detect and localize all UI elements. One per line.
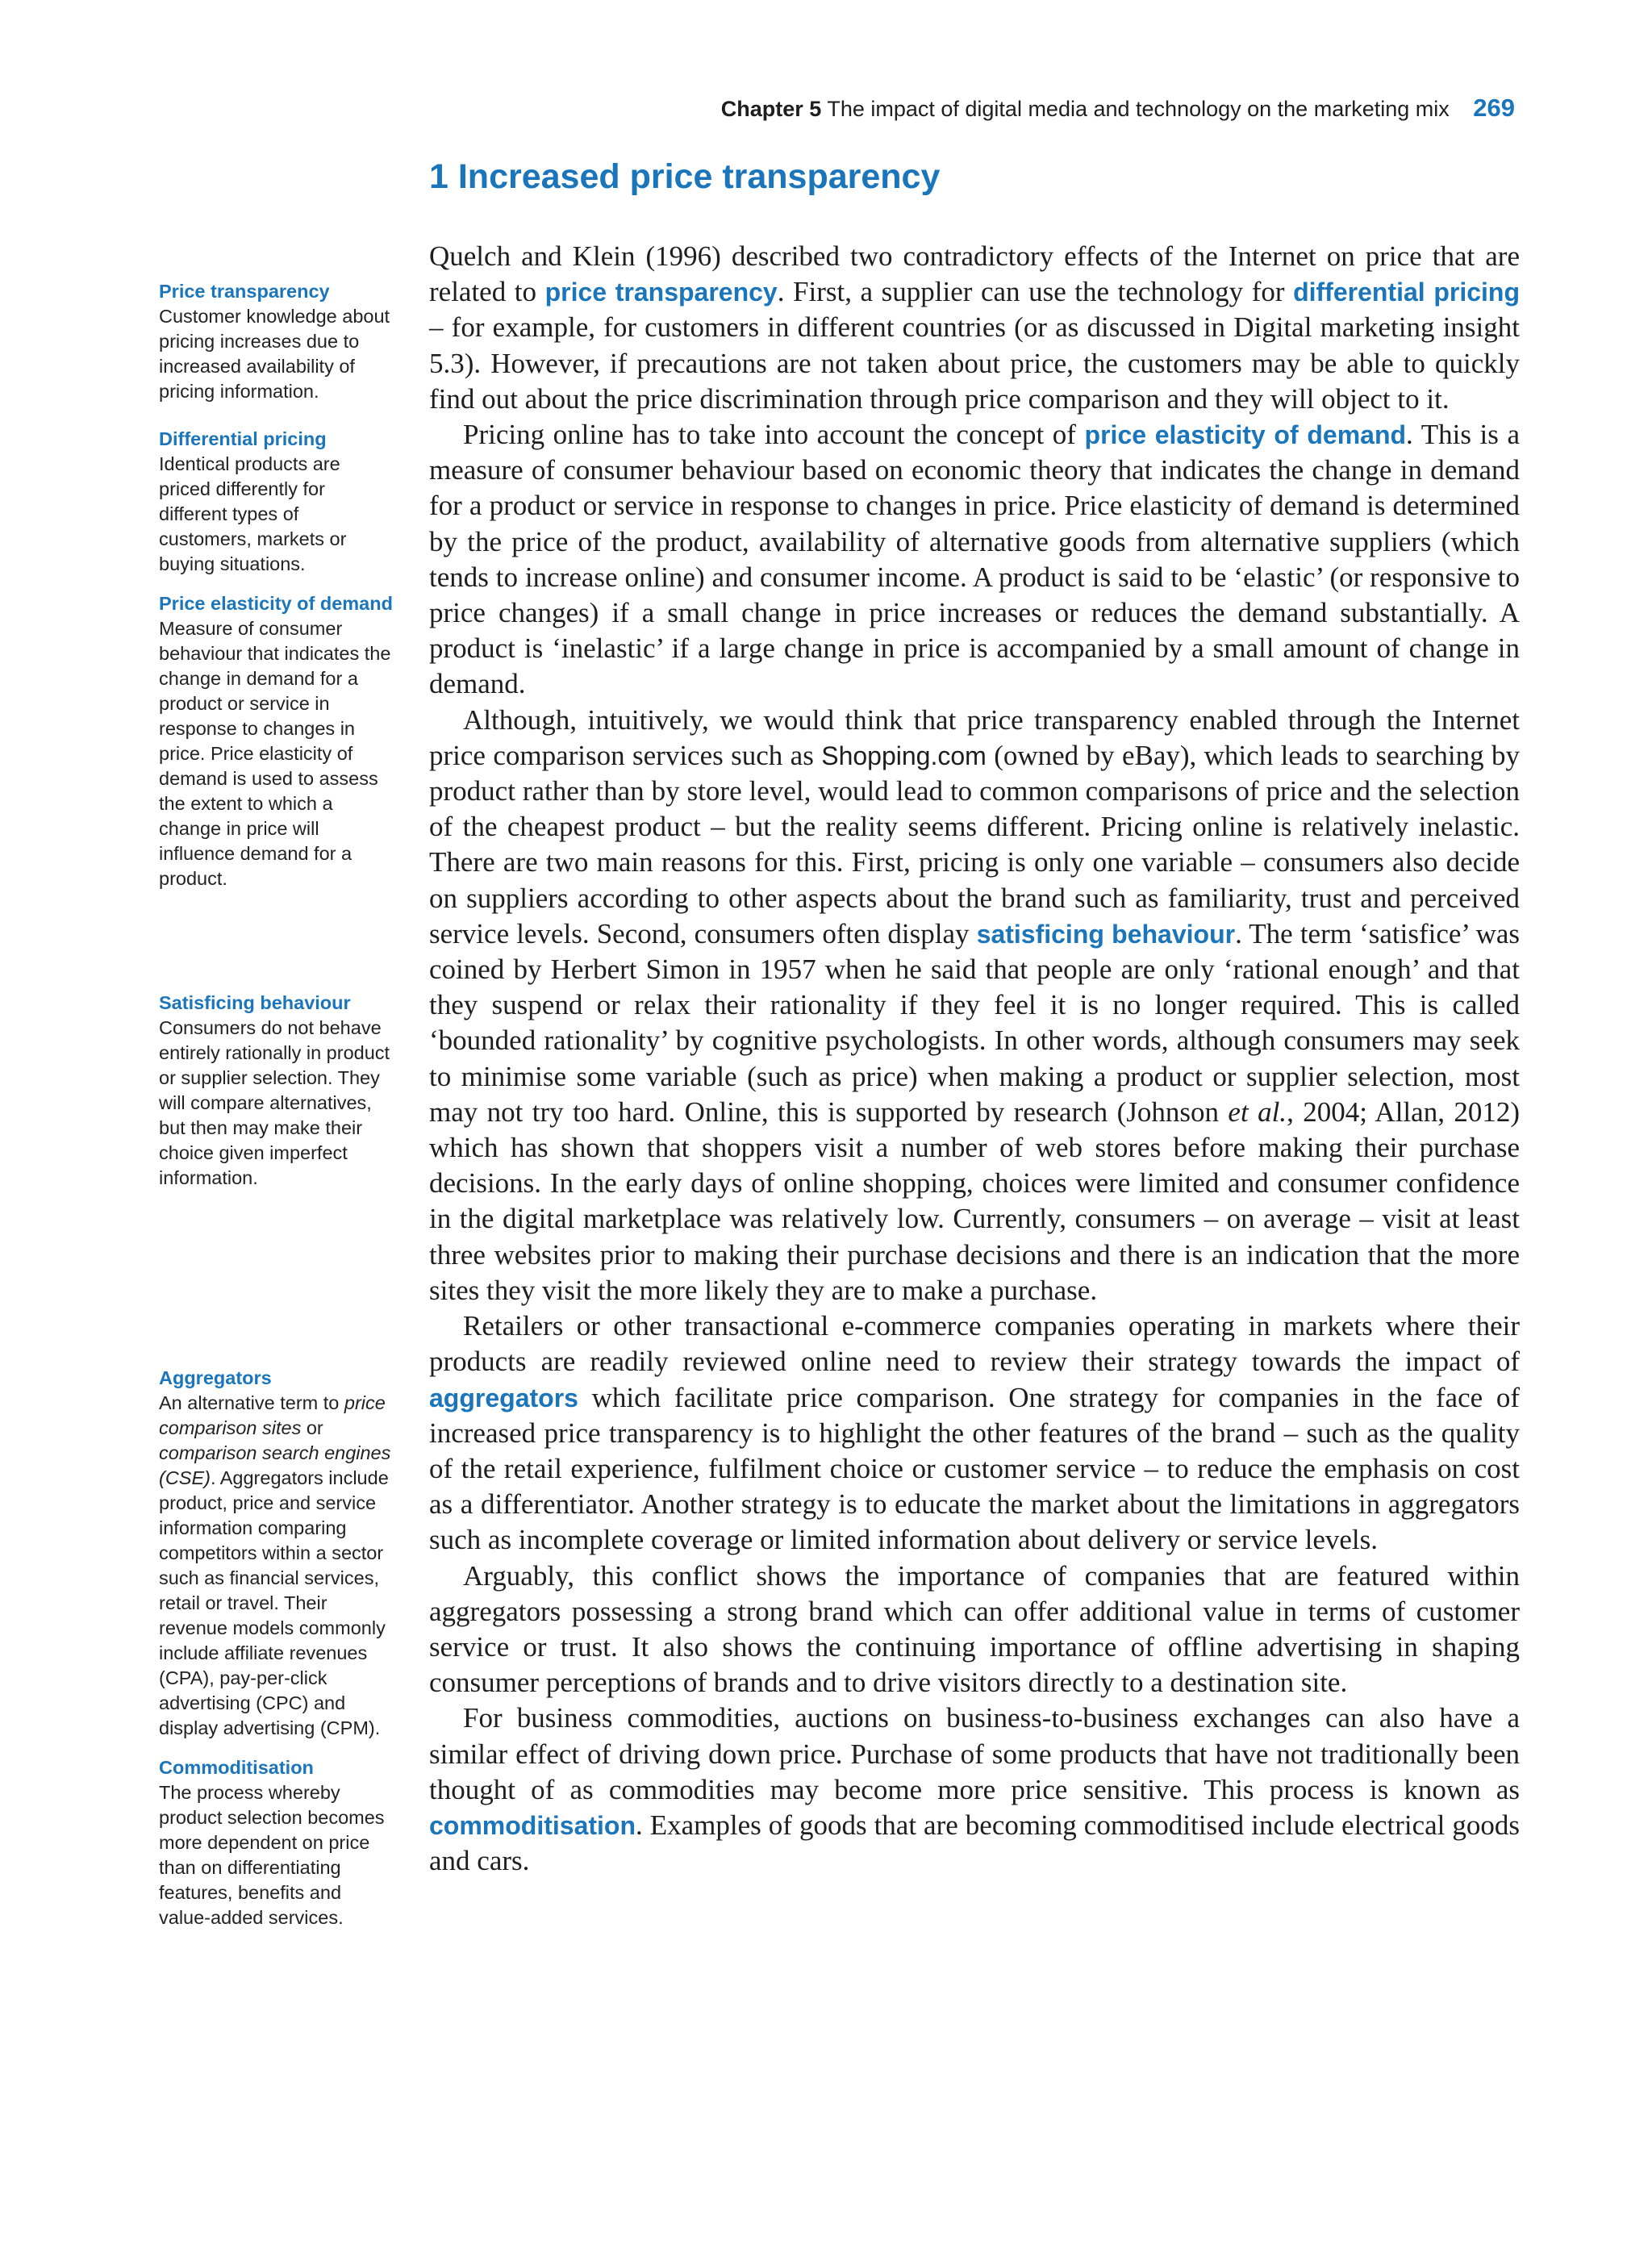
paragraph: Arguably, this conflict shows the importance of companies that are featured within aggregators possessing a strong brand which can offer additional value in terms of customer service or trust. It also shows the continuing importance of offline advertising in shaping consumer perceptions of brands and to drive visitors directly to a destination site.: [429, 1559, 1520, 1699]
glossary-term: Aggregators: [159, 1367, 272, 1388]
margin-glossary-1: [159, 279, 393, 914]
glossary-definition: The process whereby product selection becomes more dependent on price than on differentiating features, benefits and value-added services.: [159, 1782, 385, 1928]
chapter-title: The impact of digital media and technology on the marketing mix: [827, 97, 1450, 121]
brand-name: Shopping.com: [821, 741, 987, 770]
glossary-keyword: price elasticity of demand: [1084, 420, 1407, 450]
glossary-note: [159, 1755, 393, 1930]
paragraph: For business commodities, auctions on business-to-business exchanges can also have a similar effect of driving down price. Purchase of some products that have not traditionally been thought of as commodities may become more price sensitive. This process is known as commoditisation. Examples of goods that are becoming commoditised include electrical goods and cars.: [429, 1702, 1520, 1877]
section-title: 1 Increased price transparency: [429, 157, 941, 196]
running-head: [721, 94, 1515, 123]
glossary-keyword: aggregators: [429, 1383, 578, 1413]
glossary-note: [159, 591, 393, 891]
glossary-term: Price transparency: [159, 281, 330, 302]
glossary-keyword: satisficing behaviour: [976, 919, 1236, 949]
glossary-term: Price elasticity of demand: [159, 593, 393, 614]
glossary-note: [159, 991, 393, 1191]
paragraph: Quelch and Klein (1996) described two contradictory effects of the Internet on price that are related to price transparency. First, a supplier can use the technology for differential pricing – for example, for customers in different countries (or as discussed in Digital marketing insight 5.3). However, if precautions are not taken about price, the customers may be able to quickly find out about the price discrimination through price comparison and they will object to it.: [429, 240, 1521, 415]
glossary-keyword: differential pricing: [1293, 277, 1521, 307]
glossary-note: [159, 279, 393, 404]
glossary-definition: Identical products are priced differently for different types of customers, markets or buying situations.: [159, 453, 347, 574]
glossary-note: [159, 1366, 393, 1741]
margin-glossary-3: [159, 1366, 393, 1953]
page-number: 269: [1473, 94, 1515, 122]
glossary-note: [159, 427, 393, 577]
glossary-definition: An alternative term to price comparison sites or comparison search engines (CSE). Aggregators include product, price and service information comparing competitors within a sector such as financial services, retail or travel. Their revenue models commonly include affiliate revenues (CPA), pay-per-click advertising (CPC) and display advertising (CPM).: [159, 1392, 391, 1738]
glossary-keyword: price transparency: [544, 277, 778, 307]
margin-glossary-2: [159, 991, 393, 1213]
glossary-term: Commoditisation: [159, 1757, 314, 1778]
chapter-label: Chapter 5: [720, 97, 822, 121]
paragraph: Although, intuitively, we would think that price transparency enabled through the Internet price comparison services such as Shopping.com (owned by eBay), which leads to searching by product rather than by store level, would lead to common comparisons of price and the selection of the cheapest product – but the reality seems different. Pricing online is relatively inelastic. There are two main reasons for this. First, pricing is only one variable – consumers also decide on suppliers according to other aspects about the brand such as familiarity, trust and perceived service levels. Second, consumers often display satisficing behaviour. The term ‘satisfice’ was coined by Herbert Simon in 1957 when he said that people are only ‘rational enough’ and that they suspend or relax their rationality if they feel it is no longer required. This is called ‘bounded rationality’ by cognitive psychologists. In other words, although consumers may seek to minimise some variable (such as price) when making a product or supplier selection, most may not try too hard. Online, this is supported by research (Johnson et al., 2004; Allan, 2012) which has shown that shoppers visit a number of web stores before making their purchase decisions. In the early days of online shopping, choices were limited and consumer confidence in the digital marketplace was relatively low. Currently, consumers – on average – visit at least three websites prior to making their purchase decisions and there is an indication that the more sites they visit the more likely they are to make a purchase.: [429, 703, 1521, 1306]
glossary-definition: Measure of consumer behaviour that indicates the change in demand for a product or service in response to changes in price. Price elasticity of demand is used to assess the extent to which a change in price will influence demand for a product.: [159, 618, 391, 889]
paragraph: Pricing online has to take into account the concept of price elasticity of demand. This is a measure of consumer behaviour based on economic theory that indicates the change in demand for a product or service in response to changes in price. Price elasticity of demand is determined by the price of the product, availability of alternative goods from alternative suppliers (which tends to increase online) and consumer income. A product is said to be ‘elastic’ (or responsive to price changes) if a small change in price increases or reduces the demand substantially. A product is ‘inelastic’ if a large change in price is accompanied by a small amount of change in demand.: [429, 419, 1520, 700]
glossary-keyword: commoditisation: [429, 1810, 636, 1840]
paragraph: Retailers or other transactional e-commerce companies operating in markets where their products are readily reviewed online need to review their strategy towards the impact of aggregators which facilitate price comparison. One strategy for companies in the face of increased price transparency is to highlight the other features of the brand – such as the quality of the retail experience, fulfilment choice or customer service – to reduce the emphasis on cost as a differentiator. Another strategy is to educate the market about the limitations in aggregators such as incomplete coverage or limited information about delivery or service levels.: [429, 1310, 1520, 1556]
glossary-term: Differential pricing: [159, 428, 327, 449]
glossary-term: Satisficing behaviour: [159, 992, 351, 1013]
glossary-definition: Customer knowledge about pricing increases due to increased availability of pricing information.: [159, 306, 390, 402]
body-text: [429, 239, 1520, 1879]
glossary-definition: Consumers do not behave entirely rationally in product or supplier selection. They will compare alternatives, but then may make their choice given imperfect information.: [159, 1017, 390, 1188]
